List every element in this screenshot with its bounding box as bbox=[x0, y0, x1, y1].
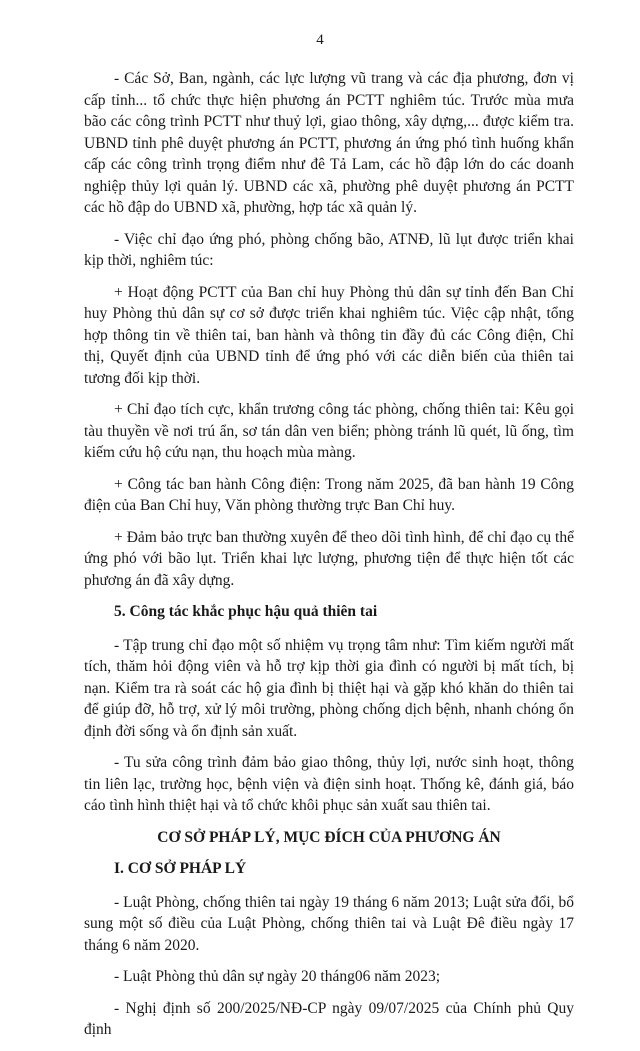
paragraph-repair: - Tu sửa công trình đảm bảo giao thông, thủy lợi, nước sinh hoạt, thông tin liên lạc, trường học, bệnh viện và điện sinh hoạt. Thống kê, đánh giá, báo cáo tình hình thiệt hại và tổ chức khôi phục sản xuất sau thiên tai. bbox=[84, 754, 574, 814]
paragraph-recovery-focus: - Tập trung chỉ đạo một số nhiệm vụ trọng tâm như: Tìm kiếm người mất tích, thăm hỏi động viên và hỗ trợ kịp thời gia đình có người bị mất tích, bị nạn. Kiểm tra rà soát các hộ gia đình bị thiệt hại và gặp khó khăn do thiên tai để giúp đỡ, hỗ trợ, xử lý môi trường, phòng chống dịch bệnh, nhanh chóng ổn định đời sống và ổn định sản xuất. bbox=[84, 636, 574, 740]
paragraph-dispatches: + Công tác ban hành Công điện: Trong năm 2025, đã ban hành 19 Công điện của Ban Chỉ huy, Văn phòng thường trực Ban Chỉ huy. bbox=[84, 475, 574, 514]
section-i-heading: I. CƠ SỞ PHÁP LÝ bbox=[114, 860, 247, 877]
paragraph-decree-200: - Nghị định số 200/2025/NĐ-CP ngày 09/07/2025 của Chính phủ Quy định bbox=[84, 999, 574, 1038]
legal-basis-title: CƠ SỞ PHÁP LÝ, MỤC ĐÍCH CỦA PHƯƠNG ÁN bbox=[157, 828, 501, 846]
paragraph-law-2023: - Luật Phòng thủ dân sự ngày 20 tháng06 năm 2023; bbox=[114, 968, 441, 985]
paragraph-active-direction: + Chỉ đạo tích cực, khẩn trương công tác phòng, chống thiên tai: Kêu gọi tàu thuyền về nơi trú ẩn, sơ tán dân ven biển; phòng tránh lũ quét, lũ ống, tìm kiếm cứu hộ cứu nạn, thu hoạch mùa màng. bbox=[84, 401, 574, 461]
paragraph-agencies: - Các Sở, Ban, ngành, các lực lượng vũ trang và các địa phương, đơn vị cấp tỉnh... tổ chức thực hiện phương án PCTT nghiêm túc. Trước mùa mưa bão các công trình PCTT như thuỷ lợi, giao thông, xây dựng,... được kiểm tra. UBND tỉnh phê duyệt phương án PCTT, phương án ứng phó tình huống khẩn cấp các công trình trọng điểm như đê Tả Lam, các hồ đập lớn do các doanh nghiệp thủy lợi quản lý. UBND các xã, phường phê duyệt phương án PCTT các hồ đập do UBND xã, phường, hợp tác xã quản lý. bbox=[84, 70, 574, 216]
paragraph-pctt-activity: + Hoạt động PCTT của Ban chỉ huy Phòng thủ dân sự tỉnh đến Ban Chỉ huy Phòng thủ dân sự cơ sở được triển khai nghiêm túc. Việc cập nhật, tổng hợp thông tin về thiên tai, ban hành và thông tin đầy đủ các Công điện, Chỉ thị, Quyết định của UBND tỉnh để ứng phó với các diễn biến của thiên tai tương đối kịp thời. bbox=[84, 283, 574, 387]
paragraph-duty: + Đảm bảo trực ban thường xuyên để theo dõi tình hình, để chỉ đạo cụ thể ứng phó với bão lụt. Triển khai lực lượng, phương tiện để thực hiện tốt các phương án đã xây dựng. bbox=[84, 528, 574, 589]
paragraph-law-2013: - Luật Phòng, chống thiên tai ngày 19 tháng 6 năm 2013; Luật sửa đổi, bổ sung một số điều của Luật Phòng, chống thiên tai và Luật Đê điều ngày 17 tháng 6 năm 2020. bbox=[84, 893, 574, 954]
section-5-heading: 5. Công tác khắc phục hậu quả thiên tai bbox=[114, 603, 378, 620]
paragraph-direction: - Việc chỉ đạo ứng phó, phòng chống bão, ATNĐ, lũ lụt được triển khai kịp thời, nghiêm túc: bbox=[84, 230, 574, 269]
document-body bbox=[84, 68, 574, 1051]
page-number: 4 bbox=[316, 32, 324, 48]
